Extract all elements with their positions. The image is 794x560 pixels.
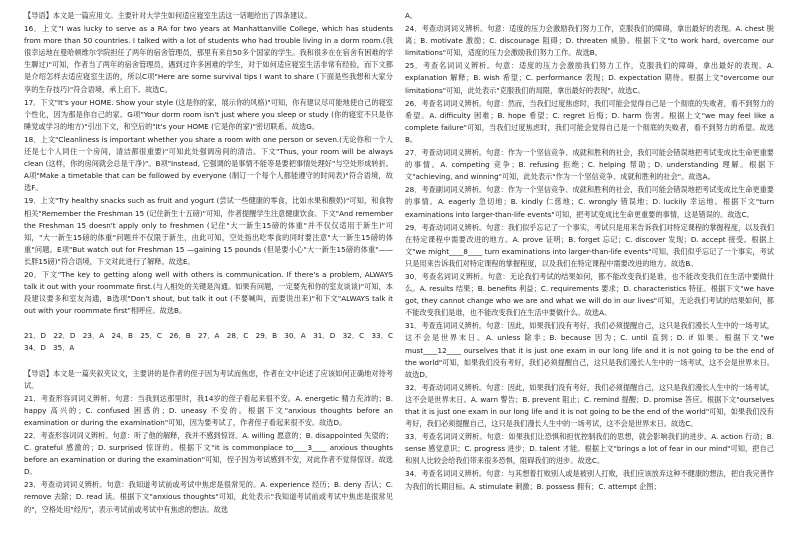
paragraph: 20．下文"The key to getting along well with others is communication. If there's a problem, ALWAYS talk it out with your roommate first.(与人相处的关键是沟通。如果有问题，一定要先和你的室友谈谈)"可知，本段建议要多和室友沟通，B选项"Don't shout, but talk it out (不要喊叫，而要说出来)"和下文"ALWAYS talk it out with your roommate first"相呼应。故选B。	[24, 269, 393, 316]
paragraph: 18．上文"Cleanliness is important whether you share a room with one person or seven.(无论你和一个人还是七个人同住一个房间，清洁都很重要)"可知此处强调房间的清洁。下文"Thus, your room will be always clean (这样，你的房间就会总是干净)"。B项"Instead, 它强调的是事情不能等是要把事情处理好"与空处形成转折。A项"Make a timetable that can be followed by everyone (制订一个每个人都能遵守的时间表)"符合语境，故选F。	[24, 134, 393, 193]
answer-key: 21．D 22．D 23．A 24．B 25．C 26．B 27．A 28．C 29．B 30．A 31．D 32．C 33．C 34．D 35．A	[24, 331, 401, 353]
right-column	[405, 10, 774, 554]
paragraph: 24．考查动词词义辨析。句意：适度的压力会激励我们努力工作，克服我们的障碍，拿出最好的表现。A. chest 脱离；B. motivate 激励；C. discourage 阻碍；D. threaten 威胁。根据下文"to work hard, overcome our limitations"可知，适度的压力会激励我们努力工作。故选B。	[405, 24, 774, 58]
paragraph: 22．考查形容词词义辨析。句意：听了他的解释，我并不感到惊讶。A. willing 愿意的；B. disappointed 失望的；C. grateful 感激的；D. surprised 惊讶的。根据下文"it is commonplace to____3____ anxious thoughts before an examination or during the examination"可知，侄子因为考试感到不安，对此作者不觉得惊讶。故选D。	[24, 431, 393, 477]
paragraph: 34．考查名词词义辨析。句意：与其想着打败别人或是被别人打败，我们应该放弃这种不健康的想法，把自我完善作为我们的长期目标。A. stimulate 刺激；B. possess 拥有；C. attempt 企图；	[405, 469, 774, 491]
paragraph: 16．上文"I was lucky to serve as a RA for two years at Manhattanville College, which has students from more than 50 countries. I talked with a lot of students who had trouble living in a dorm room.(我很幸运地在曼哈顿维尔学院担任了两年的宿舍管理员，那里有来自50多个国家的学生。我和很多在在宿舍有困难的学生聊过)"可知，作者当了两年的宿舍管理员，遇到过许多困难的学生，对于如何适应寝室生活非常有经验，而下文都是介绍怎样去适应寝室生活的，所以C项"Here are some survival tips I want to share (下面是些我想和大家分享的生存技巧)"符合语境，承上启下。故选C。	[24, 24, 393, 94]
paragraph: 26．考查名词词义辨析。句意：然而，当我们过度焦虑时，我们可能会觉得自己是一个彻底的失败者，看不到努力的希望。A. difficulty 困难；B. hope 希望；C. regret 后悔；D. harm 伤害。根据上文"we may feel like a complete failure"可知，当我们过度焦虑时，我们可能会觉得自己是一个彻底的失败者，看不到努力的希望。故选B。	[405, 98, 774, 144]
paragraph: 30．考查名词词义辨析。句意：无论我们考试的结果如何，都不能改变我们是谁，也不能改变我们在生活中要做什么。A. results 结果；B. benefits 利益；C. requirements 要求；D. characteristics 特征。根据下文"we have got, they cannot change who we are and what we will do in our lives"可知，无论我们考试的结果如何，都不能改变我们是谁，也不能改变我们在生活中要做什么。故选A。	[405, 271, 774, 318]
paragraph: 28．考查副词词义辨析。句意：作为一个坚信竞争、成就和胜利的社会，我们可能会错误地把考试变成比生命更重要的事情。A. eagerly 急切地；B. kindly 仁慈地；C. wrongly 错误地；D. luckily 幸运地。根据下文"turn examinations into larger-than-life events"可知，把考试变成比生命更重要的事情，这是错误的。故选C。	[405, 185, 774, 219]
paragraph: A。	[405, 11, 418, 20]
paragraph: 32．考查动词词义辨析。句意：因此，如果我们没有考好，我们必须提醒自己，这只是我们漫长人生中的一场考试，这不会是世界末日。A. warn 警告；B. prevent 阻止；C. remind 提醒；D. promise 答应。根据下文"ourselves that it is just one exam in our long life and it is not going to be the end of the world"可知，如果我们没有考好，我们必须提醒自己，这只是我们漫长人生中的一场考试，这不会是世界末日。故选C。	[405, 382, 774, 429]
spacer	[24, 318, 393, 330]
paragraph: 【导语】本文是一篇夹叙夹议文，主要讲的是作者的侄子因为考试而焦虑，作者在文中论述了应该如何正确地对待考试。	[24, 368, 393, 390]
spacer	[24, 356, 393, 368]
paragraph: 17．下文"It's your HOME. Show your style (这是你的家，展示你的风格)"可知，你有建议尽可能地使自己的寝室个性化，因为那是你自己的家。G项"Your dorm room isn't just where you sleep or study (你的寝室不只是你睡觉或学习的地方)"引出下文，和空后的"It's your HOME (它是你的家)"密切联系。故选G。	[24, 97, 393, 131]
paragraph: 23．考查动词词义辨析。句意：我知道考试前或考试中焦虑是很常见的。A. experience 经历；B. deny 否认；C. remove 去除；D. read 读。根据下文"anxious thoughts"可知，此处表示"我知道考试前或考试中焦虑是很常见的"，空格处用"经历"，表示考试前或考试中有焦虑的想法。故选	[24, 480, 393, 514]
paragraph: 33．考查名词词义辨析。句意：如果我们让恐惧和担忧控制我们的思想，就会影响我们的进步。A. action 行动；B. sense 感觉意识；C. progress 进步；D. talent 才能。根据上文"brings a lot of fear in our mind"可知，把自己和别人比较会给我们带来很多恐惧，阻碍我们的进步。故选C。	[405, 432, 774, 466]
paragraph: 21．考查形容词词义辨析。句意：当我到达那里时，我14岁的侄子看起来很不安。A. energetic 精力充沛的；B. happy 高兴的；C. confused 困惑的；D. uneasy 不安的。根据下文"anxious thoughts before an examination or during the examination"可知，因为要考试了，作者侄子看起来很不安。故选D。	[24, 393, 393, 427]
paragraph: 【导语】本文是一篇应用文。主要针对大学生如何适应寝室生活这一话题给出了四条建议。	[24, 11, 312, 20]
paragraph: 25．考查名词词义辨析。句意：适度的压力会激励我们努力工作，克服我们的障碍，拿出最好的表现。A. explanation 解释；B. wish 希望；C. performance 表现；D. expectation 期待。根据上文"overcome our limitations"可知，此处表示"克服我们的局限，拿出最好的表现"。故选C。	[405, 61, 774, 95]
paragraph: 27．考查动词词义辨析。句意：作为一个坚信竞争、成就和胜利的社会，我们可能会错误地把考试变成比生命更重要的事情。A. competing 竞争；B. refusing 拒绝；C. helping 帮助；D. understanding 理解。根据下文"achieving, and winning"可知，此处表示"作为一个坚信竞争、成就和胜利的社会"。故选A。	[405, 148, 774, 182]
paragraph: 29．考查动词词义辨析。句意：我们似乎忘记了一个事实，考试只是用来告诉我们对特定课程的掌握程度，以及我们在特定课程中需要改进的地方。A. prove 证明；B. forget 忘记；C. discover 发现；D. accept 接受。根据上文"we might____8____ turn examinations into larger-than-life events"可知，我们似乎忘记了一个事实，考试只是用来告诉我们对特定课程的掌握程度，以及我们在特定课程中需要改进的地方。故选B。	[405, 222, 774, 268]
left-column	[24, 10, 401, 554]
paragraph: 31．考查连词词义辨析。句意：因此，如果我们没有考好，我们必须提醒自己，这只是我们漫长人生中的一场考试，这不会是世界末日。A. unless 除非；B. because 因为；C. until 直到；D. if 如果。根据下文"we must____12____ ourselves that it is just one exam in our long life and it is not going to be the end of the world"可知，如果我们没有考好，我们必须提醒自己，这只是我们漫长人生中的一场考试，这不会是世界末日。故选D。	[405, 321, 774, 379]
paragraph: 19．上文"Try healthy snacks such as fruit and yogurt (尝试一些健康的零食，比如水果和酸奶)"可知，和食物相关"Remember the Freshman 15 (记住新生十五磅)"可知，作者提醒学生注意健康饮食。下文"And remember the Freshman 15 doesn't apply only to freshmen (记住"大一新生15磅的体重"并不仅仅适用于新生)"可知，"大一新生15磅的体重"问题并不仅限于新生，由此可知，空处指出吃零食的同时要注意"大一新生15磅的体重"问题。E项"But watch out for Freshman 15 —gaining 15 pounds (但是要小心"大一新生15磅的体重"——长胖15磅)"符合语境，下文对此进行了解释。故选E。	[24, 196, 393, 266]
